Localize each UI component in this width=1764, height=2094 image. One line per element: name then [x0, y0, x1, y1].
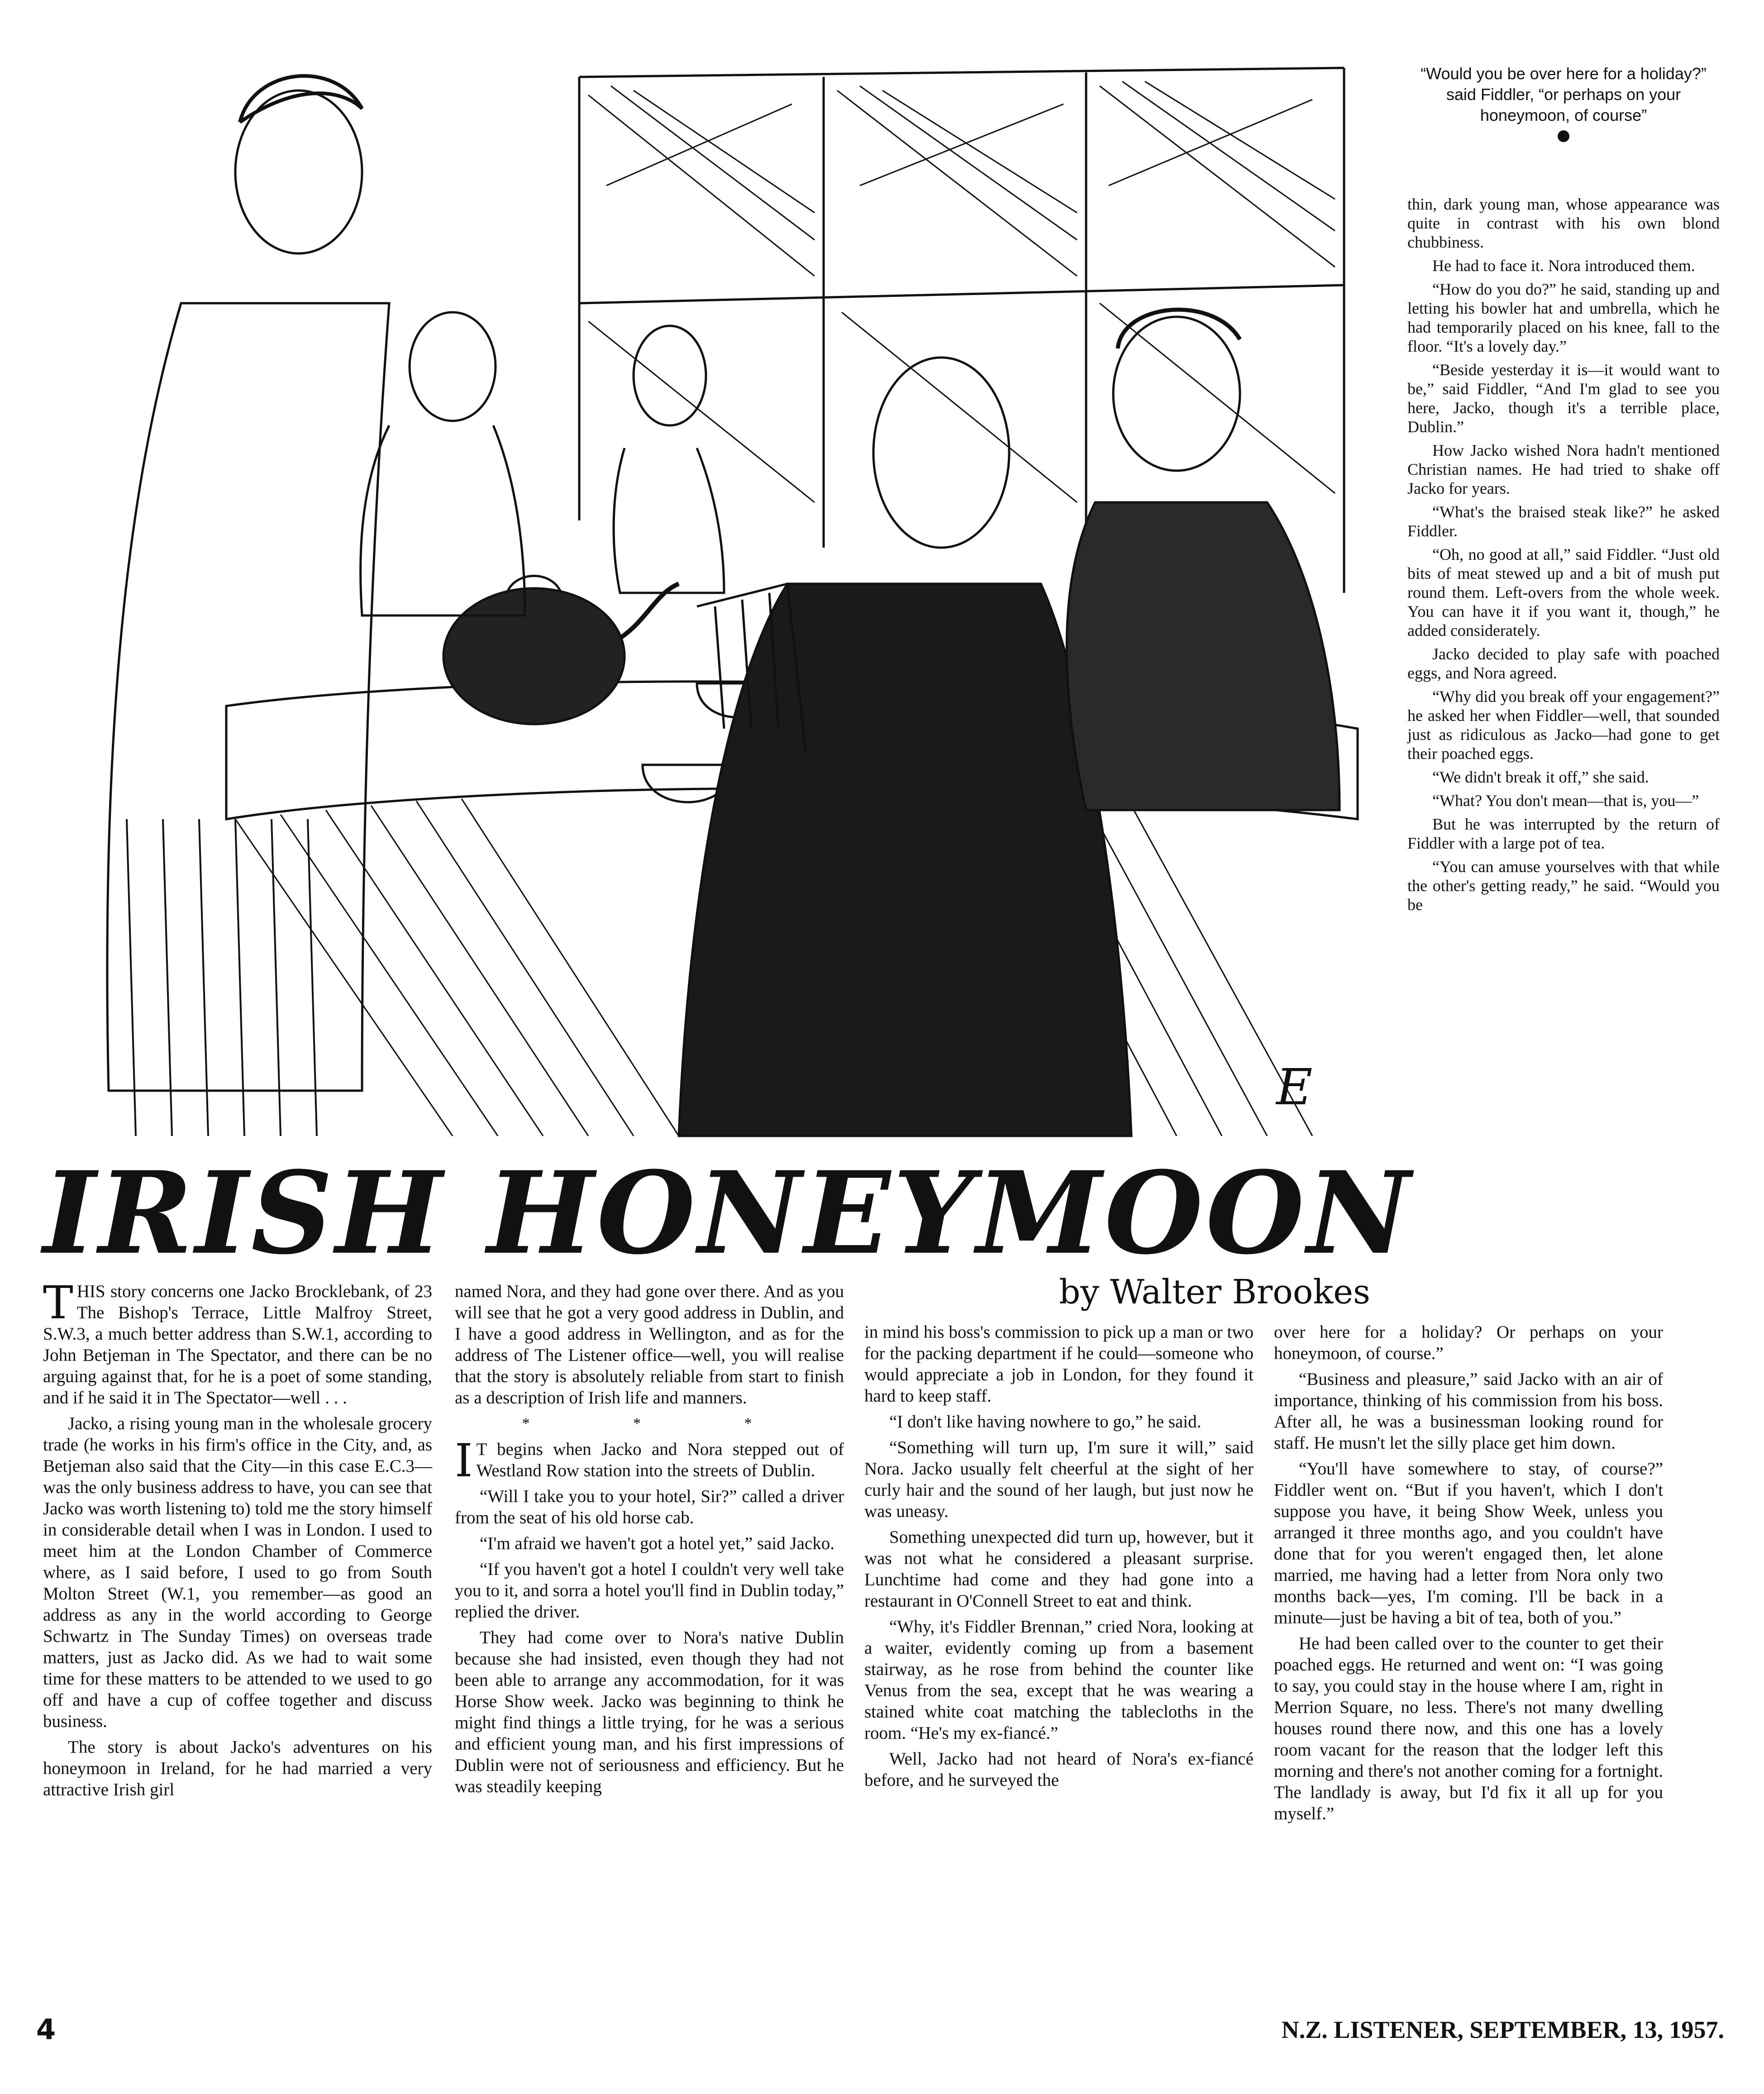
column-2 [455, 1281, 844, 1802]
paragraph: “Will I take you to your hotel, Sir?” called a driver from the seat of his old horse cab. [455, 1487, 844, 1527]
man-head [873, 358, 1009, 548]
paragraph: “What? You don't mean—that is, you—” [1432, 792, 1699, 810]
byline: by Walter Brookes [1059, 1273, 1371, 1312]
paragraph: “Business and pleasure,” said Jacko with an air of importance, thinking of his commission from his boss. After all, he was a businessman looking round for staff. He musn't let the silly place get him down. [1274, 1369, 1663, 1453]
paragraph: “Beside yesterday it is—it would want to be,” said Fiddler, “And I'm glad to see you here, Jacko, though it's a terrible place, Dublin.” [1407, 361, 1720, 436]
paragraph: He had been called over to the counter to get their poached eggs. He returned and went on: “I was going to say, you could stay in the house where I am, right in Merrion Square, no less. There's not many dwelling houses round there now, and this one has a lovely room vacant for the reason that the lodger left this morning and there's not another coming for a fortnight. The landlady is away, but I'd fix it all up for you myself.” [1274, 1634, 1663, 1823]
illustration-caption [1407, 63, 1720, 142]
paragraph: “You'll have somewhere to stay, of course?” Fiddler went on. “But if you haven't, which I don't suppose you have, it being Show Week, unless you arranged it three months ago, and you couldn't have done that for you weren't engaged then, let alone married, me having had a letter from Nora only two months back—yes, I'm coming. I'll be back in a minute—just be having a bit of tea, both of you.” [1274, 1459, 1663, 1627]
column-1 [43, 1276, 432, 1805]
paragraph: Jacko, a rising young man in the wholesale grocery trade (he works in his firm's office in the City, and, as Betjeman also said that the City—in this case E.C.3—was the only business address to have, you can see that Jacko was worth listening to) told me the story himself in considerable detail when I was in London. I used to meet him at the London Chamber of Commerce where, as I said before, I used to go from South Molton Street (W.1, you remember—as good an address as any in the world according to George Schwartz in The Sunday Times) on overseas trade matters, just as Jacko did. As we had to wait some time for these matters to be attended to we used to go off and have a cup of coffee together and discuss business. [43, 1414, 432, 1731]
paragraph: “Why, it's Fiddler Brennan,” cried Nora, looking at a waiter, evidently coming up from a basement stairway, as he rose from behind the counter like Venus from the sea, except that he was wearing a stained white coat matching the tablecloths in the room. “He's my ex-fiancé.” [864, 1617, 1254, 1743]
paragraph: But he was interrupted by the return of Fiddler with a large pot of tea. [1407, 815, 1720, 852]
column-3 [864, 1321, 1254, 1795]
caption-bullet [1558, 130, 1569, 142]
paragraph: “You can amuse yourselves with that while the other's getting ready,” he said. “Would you be [1407, 858, 1720, 914]
paragraph: The story is about Jacko's adventures on his honeymoon in Ireland, for he had married a very attractive Irish girl [43, 1737, 432, 1799]
story-illustration [45, 50, 1385, 1163]
paragraph: He had to face it. Nora introduced them. [1432, 257, 1695, 275]
paragraph: Something unexpected did turn up, however, but it was not what he considered a pleasant surprise. Lunchtime had come and they had gone into a restaurant in O'Connell Street to eat and think. [864, 1527, 1254, 1611]
teapot [443, 588, 625, 724]
window-hatching [588, 81, 1335, 502]
paragraph: “I'm afraid we haven't got a hotel yet,” said Jacko. [480, 1534, 834, 1553]
section-break: * * * [522, 1415, 802, 1432]
waiter-coat [107, 303, 389, 1091]
paragraph: “Why did you break off your engagement?” he asked her when Fiddler—well, that sounded just as ridiculous as Jacko—had gone to get their poached eggs. [1407, 687, 1720, 763]
illustration-signature: E [1276, 1058, 1313, 1116]
paragraph: over here for a holiday? Or perhaps on your honeymoon, of course.” [1274, 1322, 1663, 1363]
paragraph: “We didn't break it off,” she said. [1432, 768, 1649, 786]
background-man-head [410, 312, 496, 421]
paragraph: Well, Jacko had not heard of Nora's ex-fiancé before, and he surveyed the [864, 1749, 1254, 1790]
paragraph: They had come over to Nora's native Dublin because she had insisted, even though they had not been able to arrange any accommodation, for it was Horse Show week. Jacko was beginning to think he might find things a little trying, for he was a serious and efficient young man, and his first impressions of Dublin were not of seriousness and efficiency. But he was steadily keeping [455, 1628, 844, 1796]
column-5 [1407, 195, 1720, 919]
drop-cap: I [455, 1434, 473, 1487]
background-woman-hat [634, 326, 706, 425]
headline: IRISH HONEYMOON [43, 1146, 1413, 1279]
paragraph: “Something will turn up, I'm sure it will,” said Nora. Jacko usually felt cheerful at the sight of her curly hair and the sound of her laugh, but just now he was uneasy. [864, 1438, 1254, 1521]
paragraph: in mind his boss's commission to pick up a man or two for the packing department if he could—someone who would appreciate a job in London, for they found it hard to keep staff. [864, 1322, 1254, 1406]
column-4 [1274, 1321, 1663, 1829]
caption-text: “Would you be over here for a holiday?” said Fiddler, “or perhaps on your honeymoon, of course” [1421, 64, 1707, 124]
page-number: 4 [36, 2013, 56, 2046]
paragraph: Jacko decided to play safe with poached eggs, and Nora agreed. [1407, 645, 1720, 682]
publication-footer: N.Z. LISTENER, SEPTEMBER, 13, 1957. [1281, 2016, 1724, 2043]
paragraph: “What's the braised steak like?” he asked Fiddler. [1407, 503, 1720, 540]
background-woman-body [614, 448, 724, 593]
woman-dress [1067, 502, 1340, 810]
paragraph: I T begins when Jacko and Nora stepped out of Westland Row station into the streets of Dublin. [455, 1434, 844, 1487]
paragraph: named Nora, and they had gone over there. And as you will see that he got a very good address in Dublin, and I have a good address in Wellington, and as for the address of The Listener office—well, you will realise that the story is absolutely reliable from start to finish as a description of Irish life and manners. [455, 1282, 844, 1407]
paragraph: How Jacko wished Nora hadn't mentioned Christian names. He had tried to shake off Jacko for years. [1407, 441, 1720, 497]
paragraph: thin, dark young man, whose appearance was quite in contrast with his own blond chubbiness. [1407, 195, 1720, 251]
paragraph: “If you haven't got a hotel I couldn't very well take you to it, and sorra a hotel you'll find in Dublin today,” replied the driver. [455, 1560, 844, 1622]
drop-cap: T [43, 1276, 73, 1329]
paragraph: “Oh, no good at all,” said Fiddler. “Just old bits of meat stewed up and a bit of mush put round them. Left-overs from the whole week. You can have it if you want it, though,” he added considerately. [1407, 545, 1720, 639]
woman-head [1113, 317, 1240, 471]
paragraph: “How do you do?” he said, standing up and letting his bowler hat and umbrella, which he had temporarily placed on his knee, fall to the floor. “It's a lovely day.” [1407, 280, 1720, 355]
waiter-trousers [127, 819, 317, 1136]
paragraph: “I don't like having nowhere to go,” he said. [889, 1412, 1201, 1431]
paragraph: THIS story concerns one Jacko Brocklebank, of 23 The Bishop's Terrace, Little Malfroy Street, S.W.3, a much better address than S.W.1, according to John Betjeman in The Spectator, and there can be no arguing against that, for he is a poet of some standing, and if he said it in The Spectator—well . . . [43, 1276, 432, 1407]
background-man-body [361, 425, 525, 615]
woman-hair [1118, 310, 1240, 348]
